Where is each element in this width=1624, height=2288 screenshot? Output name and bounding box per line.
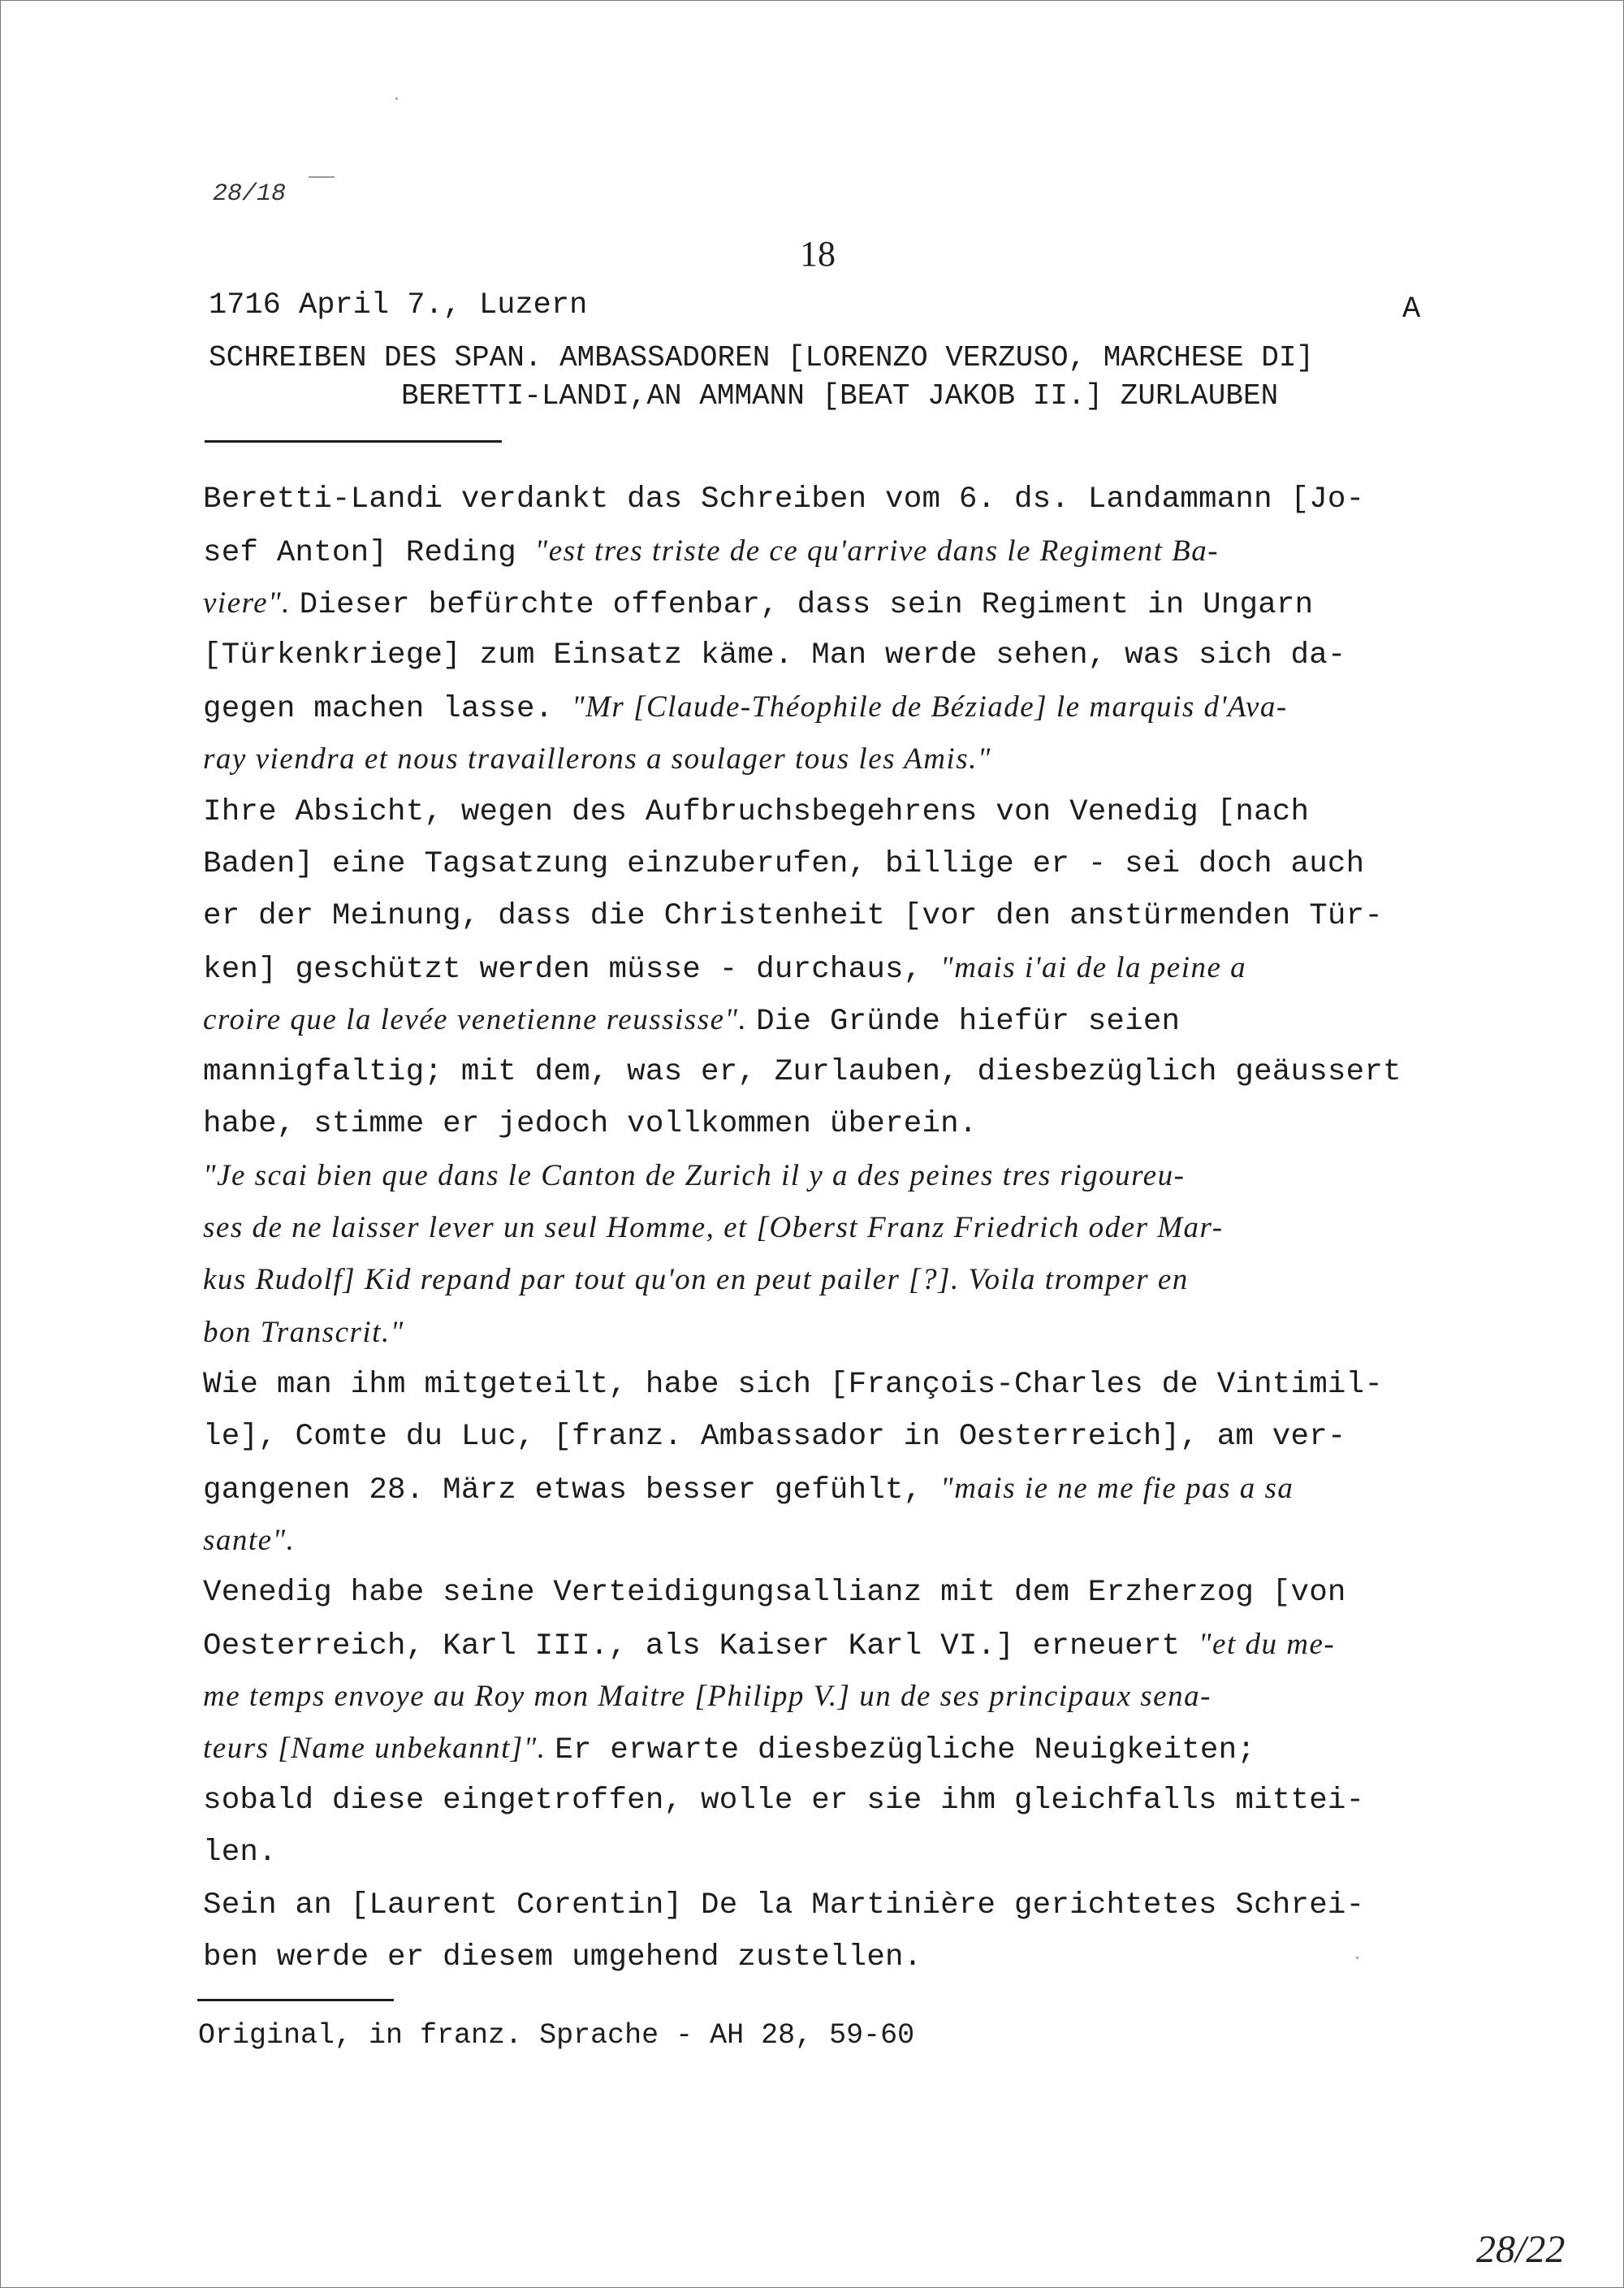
text-segment: sef Anton] Reding (203, 536, 535, 571)
body-line (203, 1827, 1402, 1879)
body-line (203, 1150, 1402, 1202)
body-line (203, 1359, 1402, 1411)
document-title-line-2: BERETTI-LANDI,AN AMMANN [BEAT JAKOB II.] ZURLAUBEN (401, 379, 1279, 413)
italic-quote-segment: bon Transcrit." (203, 1315, 404, 1349)
body-line (203, 1098, 1402, 1150)
version-mark: A (1402, 292, 1421, 327)
document-body (203, 474, 1402, 1983)
body-line (203, 1931, 1402, 1983)
text-segment: ken] geschützt werden müsse - durchaus, (203, 952, 941, 987)
italic-quote-segment: "est tres triste de ce qu'arrive dans le Regiment Ba- (534, 534, 1220, 569)
scan-speck (1356, 1957, 1358, 1959)
body-line (203, 1671, 1402, 1723)
body-line (203, 1046, 1402, 1098)
document-title-line-1: SCHREIBEN DES SPAN. AMBASSADOREN [LORENZO VERZUSO, MARCHESE DI] (209, 341, 1315, 374)
text-segment: sobald diese eingetroffen, wolle er sie ihm gleichfalls mittei- (203, 1784, 1365, 1819)
italic-quote-segment: "et du me- (1199, 1628, 1336, 1662)
text-segment: Die Gründe hiefür seien (756, 1004, 1181, 1039)
text-segment: le], Comte du Luc, [franz. Ambassador in Oesterreich], am ver- (203, 1419, 1346, 1454)
body-line (203, 1619, 1402, 1671)
scan-speck (395, 97, 398, 100)
text-segment: Er erwarte diesbezügliche Neuigkeiten; (555, 1733, 1256, 1768)
text-segment: Sein an [Laurent Corentin] De la Martinière gerichtetes Schrei- (203, 1888, 1365, 1923)
italic-quote-segment: "mais i'ai de la peine a (940, 950, 1247, 984)
italic-quote-segment: ray viendra et nous travaillerons a soulager tous les Amis." (203, 742, 991, 776)
text-segment: Dieser befürchte offenbar, dass sein Regiment in Ungarn (299, 588, 1314, 623)
document-number: 18 (800, 234, 836, 274)
header-rule (205, 440, 502, 443)
italic-quote-segment: ses de ne laisser lever un seul Homme, et [Oberst Franz Friedrich oder Mar- (203, 1211, 1224, 1245)
text-segment: mannigfaltig; mit dem, was er, Zurlauben, diesbezüglich geäussert (203, 1055, 1402, 1090)
text-segment: ben werde er diesem umgehend zustellen. (203, 1940, 922, 1974)
body-line (203, 1515, 1402, 1567)
text-segment: Wie man ihm mitgeteilt, habe sich [François-Charles de Vintimil- (203, 1367, 1384, 1402)
body-line (203, 1307, 1402, 1359)
italic-quote-segment: viere". (203, 586, 300, 621)
handwritten-page-number: 28/22 (1476, 2228, 1566, 2271)
date-place: 1716 April 7., Luzern (209, 288, 588, 322)
body-line (203, 1411, 1402, 1463)
italic-quote-segment: kus Rudolf] Kid repand par tout qu'on en peut pailer [?]. Voila tromper en (203, 1263, 1189, 1297)
text-segment: Oesterreich, Karl III., als Kaiser Karl VI.] erneuert (203, 1629, 1199, 1664)
footer-rule (197, 1999, 394, 2001)
italic-quote-segment: "Je scai bien que dans le Canton de Zurich il y a des peines tres rigoureu- (203, 1159, 1186, 1193)
archive-reference-dash (309, 176, 335, 178)
body-line (203, 733, 1402, 785)
text-segment: len. (203, 1836, 277, 1871)
italic-quote-segment: sante". (203, 1523, 296, 1557)
body-line (203, 474, 1402, 526)
italic-quote-segment: teurs [Name unbekannt]". (203, 1732, 555, 1766)
body-line (203, 1775, 1402, 1827)
body-line (203, 1254, 1402, 1306)
italic-quote-segment: me temps envoye au Roy mon Maitre [Philipp V.] un de ses principaux sena- (203, 1680, 1212, 1714)
text-segment: habe, stimme er jedoch vollkommen überein. (203, 1107, 978, 1142)
body-line (203, 1202, 1402, 1254)
body-line (203, 629, 1402, 681)
text-segment: Ihre Absicht, wegen des Aufbruchsbegehrens von Venedig [nach (203, 794, 1310, 829)
body-line (203, 838, 1402, 890)
body-line (203, 890, 1402, 942)
body-line (203, 1567, 1402, 1619)
text-segment: Baden] eine Tagsatzung einzuberufen, billige er - sei doch auch (203, 846, 1365, 881)
italic-quote-segment: "mais ie ne me fie pas a sa (940, 1471, 1294, 1505)
text-segment: Beretti-Landi verdankt das Schreiben vom 6. ds. Landammann [Jo- (203, 482, 1365, 517)
body-line (203, 1463, 1402, 1515)
body-line (203, 1723, 1402, 1775)
source-note: Original, in franz. Sprache - AH 28, 59-60 (198, 2019, 915, 2052)
text-segment: gegen machen lasse. (203, 692, 572, 727)
body-line (203, 681, 1402, 733)
body-line (203, 526, 1402, 577)
text-segment: Venedig habe seine Verteidigungsallianz mit dem Erzherzog [von (203, 1575, 1346, 1610)
text-segment: gangenen 28. März etwas besser gefühlt, (203, 1473, 941, 1507)
text-segment: [Türkenkriege] zum Einsatz käme. Man werde sehen, was sich da- (203, 638, 1346, 673)
body-line (203, 942, 1402, 994)
italic-quote-segment: "Mr [Claude-Théophile de Béziade] le marquis d'Ava- (572, 690, 1288, 724)
italic-quote-segment: croire que la levée venetienne reussisse". (203, 1002, 757, 1036)
body-line (203, 994, 1402, 1046)
body-line (203, 577, 1402, 629)
text-segment: er der Meinung, dass die Christenheit [vor den anstürmenden Tür- (203, 898, 1384, 933)
body-line (203, 786, 1402, 838)
body-line (203, 1879, 1402, 1931)
archive-reference: 28/18 (213, 180, 287, 208)
